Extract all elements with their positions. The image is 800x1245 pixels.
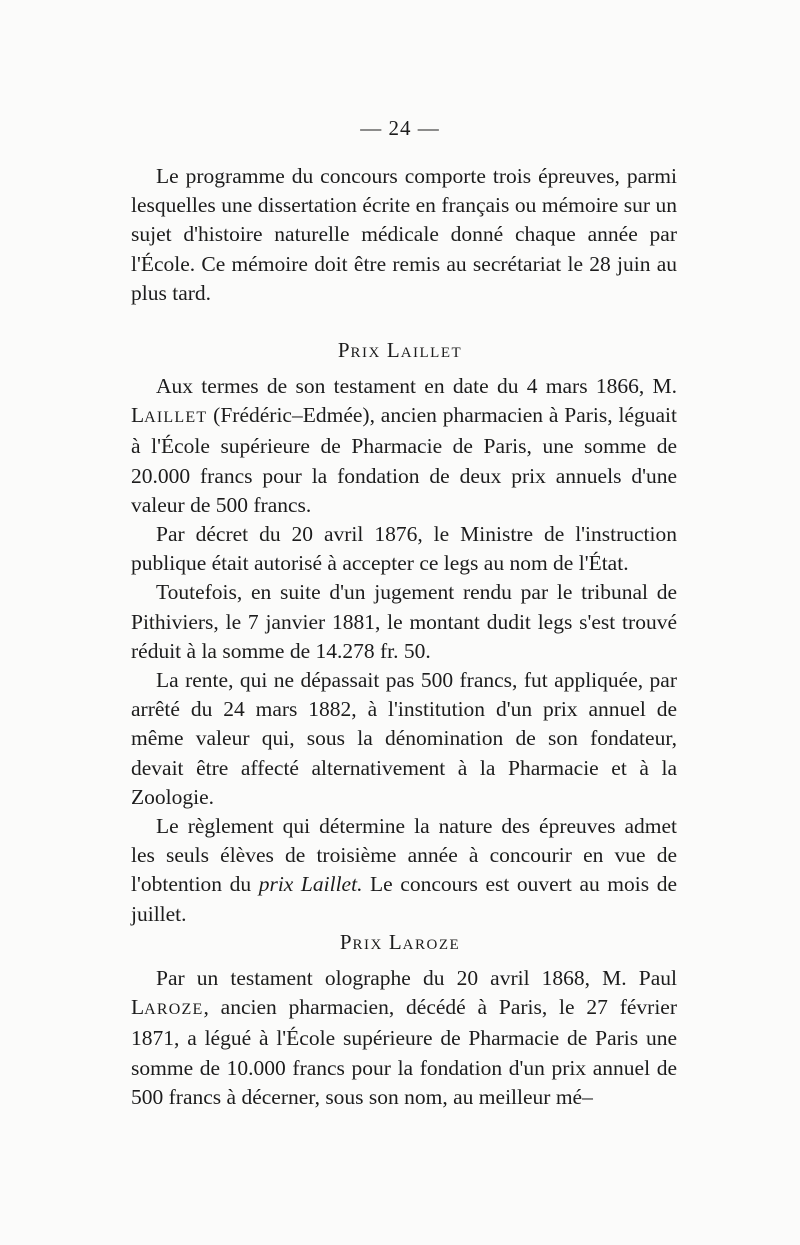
heading-word: RIX (350, 345, 381, 361)
heading-prix-laroze (0, 930, 800, 955)
heading-word: RIX (352, 937, 383, 953)
laillet-p1-start: Aux termes de son testament en date du 4 mars 1866, M. (156, 374, 677, 398)
heading-name: AILLET (400, 345, 463, 361)
heading-name-initial: L (388, 930, 403, 954)
laillet-paragraph-1 (131, 372, 677, 520)
laillet-paragraph-5 (131, 812, 677, 929)
intro-section (131, 162, 677, 308)
heading-initial: P (339, 930, 353, 954)
laillet-name: AILLET (144, 409, 208, 427)
intro-paragraph: Le programme du concours comporte trois épreuves, parmi lesquelles une dissertation écrite en français ou mémoire sur un sujet d'histoire naturelle médicale donné chaque année par l'École. Ce mémoire doit être remis au secrétariat le 28 juin au plus tard. (131, 164, 677, 305)
laillet-p5-end: Le concours est ouvert au mois de juillet. (131, 872, 677, 926)
heading-prix-laillet (0, 338, 800, 363)
laillet-p5-start: Le règlement qui détermine la nature des épreuves admet les seuls élèves de troisième année à concourir en vue de l'obtention du (131, 814, 677, 897)
heading-name-initial: L (386, 338, 401, 362)
laroze-name: AROZE (144, 1001, 204, 1019)
laillet-paragraph-3: Toutefois, en suite d'un jugement rendu par le tribunal de Pithiviers, le 7 janvier 1881, le montant dudit legs s'est trouvé réduit à la somme de 14.278 fr. 50. (131, 580, 677, 663)
heading-name: AROZE (402, 937, 461, 953)
laillet-name-initial: L (131, 403, 145, 428)
laillet-p1-end: (Frédéric–Edmée), ancien pharmacien à Paris, léguait à l'École supérieure de Pharmacie de Paris, une somme de 20.000 francs pour la fondation de deux prix annuels d'une valeur de 500 francs. (131, 403, 677, 517)
laroze-paragraph-1 (131, 964, 677, 1112)
heading-initial: P (337, 338, 351, 362)
laillet-paragraph-2: Par décret du 20 avril 1876, le Ministre de l'instruction publique était autorisé à accepter ce legs au nom de l'État. (131, 522, 677, 576)
laroze-p1-end: , ancien pharmacien, décédé à Paris, le 27 février 1871, a légué à l'École supérieure de Pharmacie de Paris une somme de 10.000 francs pour la fondation d'un prix annuel de 500 francs à décerner, sous son nom, au meilleur mé– (131, 995, 677, 1109)
laroze-name-initial: L (131, 995, 145, 1020)
laillet-paragraph-4: La rente, qui ne dépassait pas 500 francs, fut appliquée, par arrêté du 24 mars 1882, à l'institution d'un prix annuel de même valeur qui, sous la dénomination de son fondateur, devait être affecté alternativement à la Pharmacie et à la Zoologie. (131, 668, 677, 809)
laroze-p1-start: Par un testament olographe du 20 avril 1868, M. Paul (156, 966, 677, 990)
page-number: — 24 — (360, 116, 440, 140)
laroze-section (131, 964, 677, 1112)
laillet-p5-italic: prix Laillet. (258, 872, 363, 897)
laillet-section (131, 372, 677, 929)
